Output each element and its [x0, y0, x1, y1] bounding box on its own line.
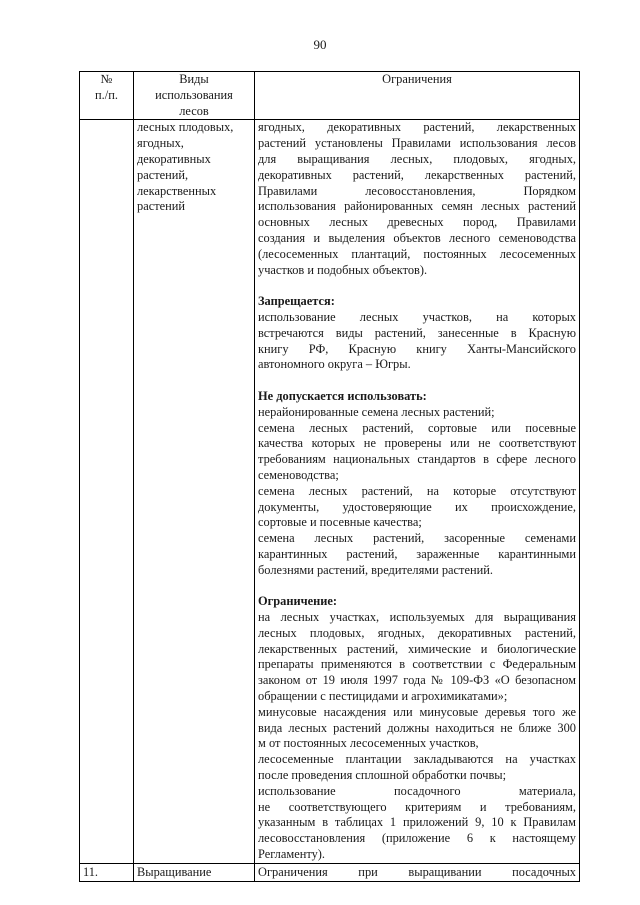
paragraph-gap: [258, 373, 576, 389]
text-line: Регламенту).: [258, 847, 326, 862]
text-line: (лесосеменных плантаций, постоянных лесосеменных: [258, 246, 576, 261]
header-number: [80, 72, 134, 120]
text-line: декоративных растений, лекарственных растений,: [258, 167, 576, 182]
type-line: лесных плодовых,: [137, 120, 234, 135]
text-line: на лесных участках, используемых для выращивания: [258, 610, 576, 625]
text-line: для выращивания лесных, плодовых, ягодных,: [258, 151, 576, 166]
text-line: растений установлены Правилами использования лесов: [258, 136, 576, 151]
type-line: лекарственных: [137, 183, 217, 198]
row-forest-use-type-cell: Выращивание: [134, 863, 255, 881]
text-line: участков и подобных объектов).: [258, 262, 428, 277]
row-forest-use-type-cell: [134, 120, 255, 863]
text-line: болезнями растений, вредителями растений.: [258, 562, 493, 577]
header-type-line: Виды: [179, 72, 209, 86]
text-line: лекарственных растений, химические и биологические: [258, 641, 576, 656]
restrictions-table: [79, 71, 580, 882]
text-line: семена лесных растений, засоренные семенами: [258, 531, 576, 546]
paragraph-gap: [258, 579, 576, 595]
row-number-cell: [80, 120, 134, 863]
text-line: обращении с пестицидами и агрохимикатами»;: [258, 689, 508, 704]
text-line: карантинных растений, зараженные карантинными: [258, 546, 576, 561]
text-line: м от постоянных лесосеменных участков,: [258, 736, 479, 751]
section-heading-not-allowed: Не допускается использовать:: [258, 388, 427, 403]
row-restrictions-cell: [255, 120, 580, 863]
header-restrictions: Ограничения: [255, 72, 580, 120]
text-line: вида лесных растений должны находиться не ближе 300: [258, 720, 576, 735]
text-line: Правилами лесовосстановления, Порядком: [258, 183, 576, 198]
text-line: основных лесных древесных пород, Правилами: [258, 215, 576, 230]
text-line: автономного округа – Югры.: [258, 357, 411, 372]
type-line: растений,: [137, 167, 189, 182]
text-line: лесных плодовых, ягодных, декоративных растений,: [258, 625, 576, 640]
text-line: качества которых не проверены или не соответствуют: [258, 436, 576, 451]
type-line: растений: [137, 199, 186, 214]
text-line: сортовые и посевные качества;: [258, 515, 422, 530]
header-number-abbr: п./п.: [95, 87, 118, 102]
text-line: требованиям национальных стандартов в сфере лесного: [258, 452, 576, 467]
text-line: ягодных, декоративных растений, лекарственных: [258, 120, 576, 135]
row-number-cell: 11.: [80, 863, 134, 881]
header-type-line: лесов: [179, 103, 209, 118]
text-line: документы, удостоверяющие их происхождение,: [258, 499, 576, 514]
text-line: семена лесных растений, сортовые или посевные: [258, 420, 576, 435]
text-line: законом от 19 июля 1997 года № 109-ФЗ «О безопасном: [258, 673, 576, 688]
text-line: использование посадочного материала,: [258, 783, 576, 798]
header-type-line: использования: [155, 87, 233, 102]
text-line: использование лесных участков, на которых: [258, 309, 576, 324]
text-line: минусовые насаждения или минусовые деревья того же: [258, 704, 576, 719]
text-line: использования районированных семян лесных растений: [258, 199, 576, 214]
paragraph-gap: [258, 278, 576, 294]
text-line: препараты применяются в соответствии с Федеральным: [258, 657, 576, 672]
table-header-row: [80, 72, 580, 120]
text-line: книгу РФ, Красную книгу Ханты-Мансийского: [258, 341, 576, 356]
type-line: декоративных: [137, 151, 211, 166]
text-line: лесосеменные плантации закладываются на участках: [258, 752, 576, 767]
text-line: не соответствующего критериям и требованиям,: [258, 799, 576, 814]
section-heading-prohibited: Запрещается:: [258, 294, 335, 309]
header-number-symbol: №: [100, 72, 113, 86]
type-line: ягодных,: [137, 136, 184, 151]
text-line: создания и выделения объектов лесного семеноводства: [258, 230, 576, 245]
table-row: [80, 863, 580, 881]
header-forest-use-type: [134, 72, 255, 120]
text-line: после проведения сплошной обработки почвы;: [258, 768, 507, 783]
page-number: 90: [313, 37, 327, 52]
section-heading-restriction: Ограничение:: [258, 594, 338, 609]
text-line: указанным в таблицах 1 приложений 9, 10 к Правилам: [258, 815, 576, 830]
text-line: семеноводства;: [258, 467, 339, 482]
text-line: семена лесных растений, на которые отсутствуют: [258, 483, 576, 498]
text-line: встречаются виды растений, занесенные в Красную: [258, 325, 576, 340]
text-line: нерайонированные семена лесных растений;: [258, 404, 495, 419]
table-row: [80, 120, 580, 863]
row-restrictions-cell: Ограничения при выращивании посадочных: [255, 863, 580, 881]
text-line: лесовосстановления (приложение 6 к настоящему: [258, 831, 576, 846]
